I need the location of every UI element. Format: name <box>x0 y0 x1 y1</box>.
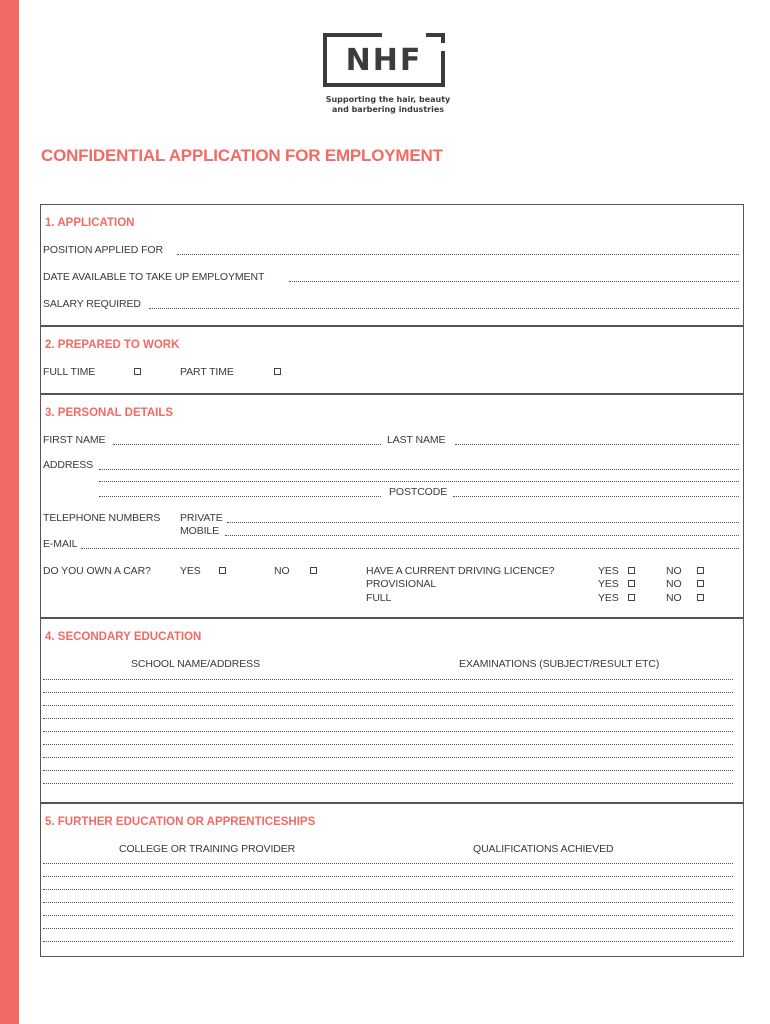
school-column-header: SCHOOL NAME/ADDRESS <box>131 658 260 670</box>
telephone-label: TELEPHONE NUMBERS <box>43 512 161 524</box>
car-no-checkbox[interactable] <box>310 567 317 574</box>
email-label: E-MAIL <box>43 538 78 550</box>
side-accent-bar <box>0 0 19 1024</box>
section-title: 3. PERSONAL DETAILS <box>45 407 174 419</box>
full-yes-checkbox[interactable] <box>628 594 635 601</box>
first-name-field[interactable] <box>113 444 381 445</box>
full-yes-label: YES <box>598 592 619 604</box>
last-name-field[interactable] <box>455 444 739 445</box>
full-no-label: NO <box>666 592 682 604</box>
secondary-education-line[interactable] <box>43 718 733 719</box>
car-no-label: NO <box>274 565 290 577</box>
car-yes-label: YES <box>180 565 201 577</box>
further-education-line[interactable] <box>43 928 733 929</box>
section-prepared-to-work <box>40 326 744 394</box>
licence-no-label: NO <box>666 565 682 577</box>
mobile-phone-field[interactable] <box>225 535 739 536</box>
provisional-no-checkbox[interactable] <box>697 580 704 587</box>
car-yes-checkbox[interactable] <box>219 567 226 574</box>
logo-mark <box>322 33 446 87</box>
further-education-line[interactable] <box>43 915 733 916</box>
provisional-yes-checkbox[interactable] <box>628 580 635 587</box>
full-no-checkbox[interactable] <box>697 594 704 601</box>
position-field[interactable] <box>177 254 739 255</box>
email-field[interactable] <box>81 548 739 549</box>
secondary-education-line[interactable] <box>43 679 733 680</box>
section-title: 4. SECONDARY EDUCATION <box>45 631 202 643</box>
full-licence-label: FULL <box>366 592 392 604</box>
section-application <box>40 204 744 326</box>
secondary-education-line[interactable] <box>43 744 733 745</box>
date-available-field[interactable] <box>289 281 739 282</box>
private-label: PRIVATE <box>180 512 223 524</box>
address-field-line3[interactable] <box>99 496 381 497</box>
provisional-no-label: NO <box>666 578 682 590</box>
date-available-label: DATE AVAILABLE TO TAKE UP EMPLOYMENT <box>43 271 265 283</box>
secondary-education-line[interactable] <box>43 731 733 732</box>
logo-text: NHF <box>345 43 423 78</box>
licence-no-checkbox[interactable] <box>697 567 704 574</box>
part-time-label: PART TIME <box>180 366 234 378</box>
secondary-education-line[interactable] <box>43 757 733 758</box>
position-label: POSITION APPLIED FOR <box>43 244 163 256</box>
logo-tagline: Supporting the hair, beauty and barbering industries <box>325 95 451 114</box>
further-education-line[interactable] <box>43 902 733 903</box>
provisional-label: PROVISIONAL <box>366 578 437 590</box>
salary-field[interactable] <box>149 308 739 309</box>
examinations-column-header: EXAMINATIONS (SUBJECT/RESULT ETC) <box>459 658 660 670</box>
secondary-education-line[interactable] <box>43 770 733 771</box>
address-field-line2[interactable] <box>99 481 739 482</box>
section-title: 1. APPLICATION <box>45 217 135 229</box>
part-time-checkbox[interactable] <box>274 368 281 375</box>
address-label: ADDRESS <box>43 459 94 471</box>
college-column-header: COLLEGE OR TRAINING PROVIDER <box>119 843 296 855</box>
provisional-yes-label: YES <box>598 578 619 590</box>
licence-label: HAVE A CURRENT DRIVING LICENCE? <box>366 565 555 577</box>
private-phone-field[interactable] <box>227 522 739 523</box>
further-education-line[interactable] <box>43 863 733 864</box>
section-title: 2. PREPARED TO WORK <box>45 339 180 351</box>
mobile-label: MOBILE <box>180 525 220 537</box>
own-car-label: DO YOU OWN A CAR? <box>43 565 151 577</box>
section-personal-details <box>40 394 744 618</box>
full-time-label: FULL TIME <box>43 366 96 378</box>
last-name-label: LAST NAME <box>387 434 446 446</box>
secondary-education-line[interactable] <box>43 783 733 784</box>
section-further-education <box>40 803 744 957</box>
postcode-field[interactable] <box>453 496 739 497</box>
first-name-label: FIRST NAME <box>43 434 106 446</box>
licence-yes-label: YES <box>598 565 619 577</box>
section-secondary-education <box>40 618 744 803</box>
nhf-logo <box>322 33 454 115</box>
full-time-checkbox[interactable] <box>134 368 141 375</box>
secondary-education-line[interactable] <box>43 705 733 706</box>
further-education-line[interactable] <box>43 889 733 890</box>
further-education-line[interactable] <box>43 876 733 877</box>
licence-yes-checkbox[interactable] <box>628 567 635 574</box>
salary-label: SALARY REQUIRED <box>43 298 141 310</box>
further-education-line[interactable] <box>43 941 733 942</box>
qualifications-column-header: QUALIFICATIONS ACHIEVED <box>473 843 614 855</box>
postcode-label: POSTCODE <box>389 486 448 498</box>
section-title: 5. FURTHER EDUCATION OR APPRENTICESHIPS <box>45 816 316 828</box>
address-field-line1[interactable] <box>99 469 739 470</box>
page-title: CONFIDENTIAL APPLICATION FOR EMPLOYMENT <box>41 146 443 165</box>
secondary-education-line[interactable] <box>43 692 733 693</box>
